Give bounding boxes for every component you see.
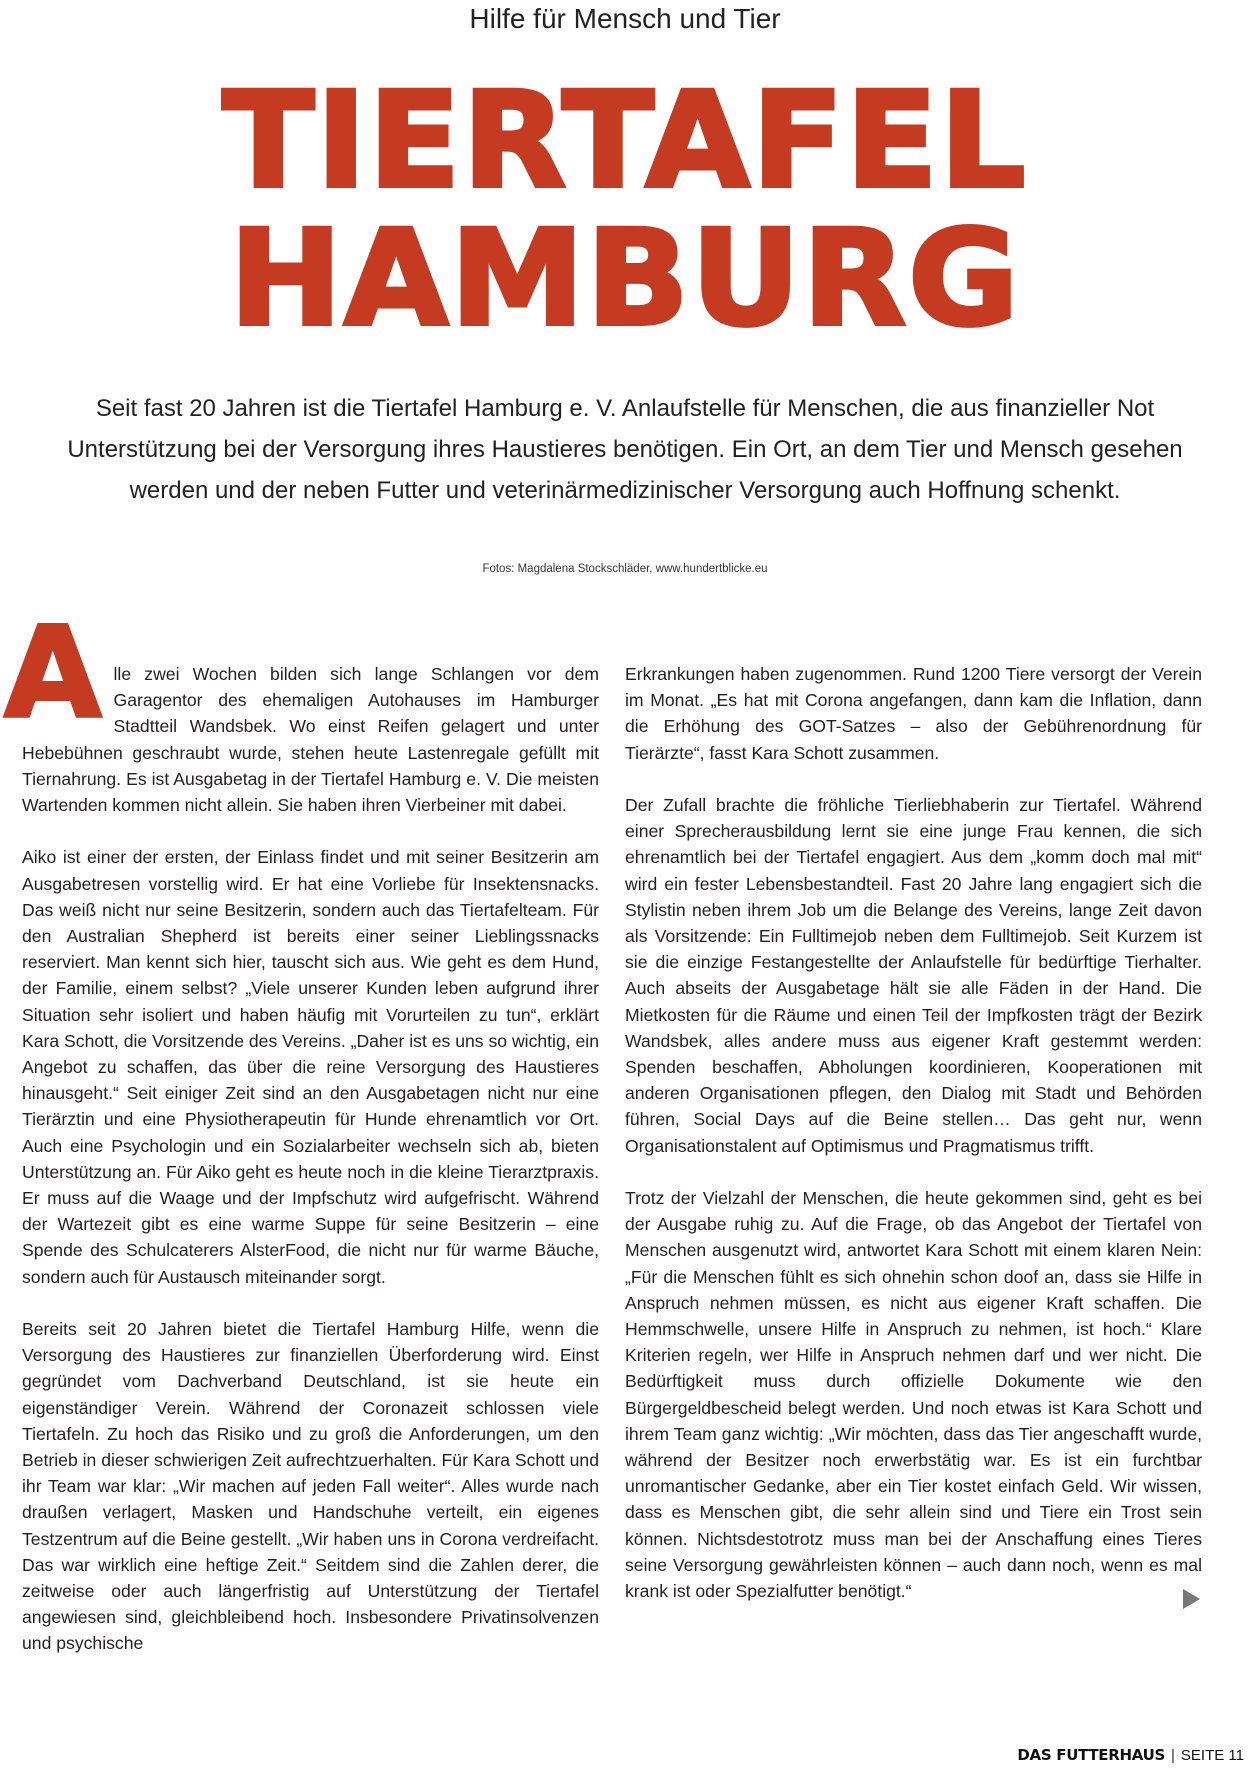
page-number: SEITE 11 bbox=[1180, 1747, 1244, 1764]
paragraph: Erkrankungen haben zugenommen. Rund 1200 Tiere versorgt der Verein im Monat. „Es hat mit Corona angefangen, dann kam die Inflation, dann die Erhöhung des GOT-Satzes – also der Gebührenordnung für Tierärzte“, fasst Kara Schott zusammen. bbox=[625, 664, 1202, 763]
footer-brand: DAS FUTTERHAUS bbox=[1017, 1746, 1165, 1764]
paragraph: Der Zufall brachte die fröhliche Tierliebhaberin zur Tiertafel. Während einer Sprecherausbildung lernt sie eine junge Frau kennen, die sich ehrenamtlich bei der Tiertafel engagiert. Aus dem „komm doch mal mit“ wird ein fester Lebensbestandteil. Fast 20 Jahre lang engagiert sich die Stylistin neben ihrem Job um die Belange des Vereins, lange Zeit davon als Vorsitzende: Ein Fulltimejob neben dem Fulltimejob. Seit Kurzem ist sie die einzige Festangestellte der Anlaufstelle für bedürftige Tierhalter. Auch abseits der Ausgabetage hält sie alle Fäden in der Hand. Die Mietkosten für die Räume und einen Teil der Impfkosten trägt der Bezirk Wandsbek, alles andere muss aus eigener Kraft gestemmt werden: Spenden beschaffen, Abholungen koordinieren, Kooperationen mit anderen Organisationen pflegen, den Dialog mit Stadt und Behörden führen, Social Days auf die Beine stellen… Das geht nur, wenn Organisationstalent auf Optimismus und Pragmatismus trifft. bbox=[625, 795, 1202, 1156]
paragraph bbox=[4, 599, 599, 818]
kicker: Hilfe für Mensch und Tier bbox=[469, 3, 781, 34]
title-line-1: TIERTAFEL bbox=[222, 64, 1028, 218]
article-column-right bbox=[625, 661, 1202, 1630]
title-line-2: HAMBURG bbox=[229, 202, 1021, 356]
paragraph-text: lle zwei Wochen bilden sich lange Schlangen vor dem Garagentor des ehemaligen Autohauses im Hamburger Stadtteil Wandsbek. Wo einst Reifen gelagert und unter Hebebühnen geschraubt wurde, stehen heute Lastenregale gefüllt mit Tiernahrung. Es ist Ausgabetag in der Tiertafel Hamburg e. V. Die meisten Wartenden kommen nicht allein. Sie haben ihren Vierbeiner mit dabei. bbox=[22, 664, 599, 816]
paragraph: Bereits seit 20 Jahren bietet die Tiertafel Hamburg Hilfe, wenn die Versorgung des Haustieres zur finanziellen Überforderung wird. Einst gegründet vom Dachverband Deutschland, ist sie heute ein eigenständiger Verein. Während der Coronazeit schlossen viele Tiertafeln. Zu hoch das Risiko und zu groß die Anforderungen, um den Betrieb in dieser schwierigen Zeit aufrechtzuerhalten. Für Kara Schott und ihr Team war klar: „Wir machen auf jeden Fall weiter“. Alles wurde nach draußen verlagert, Masken und Handschuhe verteilt, ein eigenes Testzentrum auf die Beine gestellt. „Wir haben uns in Corona verdreifacht. Das war wirklich eine heftige Zeit.“ Seitdem sind die Zahlen derer, die zeitweise oder auch längerfristig auf Unterstützung der Tiertafel angewiesen sind, gleichbleibend hoch. Insbesondere Privatinsolvenzen und psychische bbox=[22, 1319, 599, 1654]
paragraph: Aiko ist einer der ersten, der Einlass findet und mit seiner Besitzerin am Ausgabetresen vorstellig wird. Er hat eine Vorliebe für Insektensnacks. Das weiß nicht nur seine Besitzerin, sondern auch das Tiertafelteam. Für den Australian Shepherd ist bereits einer seiner Lieblingssnacks reserviert. Man kennt sich hier, tauscht sich aus. Wie geht es dem Hund, der Familie, einem selbst? „Viele unserer Kunden leben aufgrund ihrer Situation sehr isoliert und haben häufig mit Vorurteilen zu tun“, erklärt Kara Schott, die Vorsitzende des Vereins. „Daher ist es uns so wichtig, ein Angebot zu schaffen, das über die reine Versorgung des Haustieres hinausgeht.“ Seit einiger Zeit sind an den Ausgabetagen nicht nur eine Tierärztin und eine Physiotherapeutin für Hunde ehrenamtlich vor Ort. Auch eine Psychologin und ein Sozialarbeiter wechseln sich ab, bieten Unterstützung an. Für Aiko geht es heute noch in die kleine Tierarztpraxis. Er muss auf die Waage und der Impfschutz wird aufgefrischt. Während der Wartezeit gibt es eine warme Suppe für seine Besitzerin – eine Spende des Schulcaterers AlsterFood, die nicht nur für warme Bäuche, sondern auch für Austausch miteinander sorgt. bbox=[22, 847, 599, 1287]
intro-lead: Seit fast 20 Jahren ist die Tiertafel Hamburg e. V. Anlaufstelle für Menschen, die aus finanzieller Not Unterstützung bei der Versorgung ihres Haustieres benötigen. Ein Ort, an dem Tier und Mensch gesehen werden und der neben Futter und veterinärmedizinischer Versorgung auch Hoffnung schenkt. bbox=[67, 395, 1183, 504]
page-title bbox=[0, 64, 1250, 356]
photo-credit: Fotos: Magdalena Stockschläder, www.hundertblicke.eu bbox=[482, 563, 768, 575]
article-column-left bbox=[4, 599, 599, 1683]
paragraph: Trotz der Vielzahl der Menschen, die heute gekommen sind, geht es bei der Ausgabe ruhig zu. Auf die Frage, ob das Angebot der Tiertafel von Menschen ausgenutzt wird, antwortet Kara Schott mit einem klaren Nein: „Für die Menschen fühlt es sich ohnehin schon doof an, dass sie Hilfe in Anspruch nehmen müssen, es nicht aus eigener Kraft schaffen. Die Hemmschwelle, unsere Hilfe in Anspruch zu nehmen, ist hoch.“ Klare Kriterien regeln, wer Hilfe in Anspruch nehmen darf und wer nicht. Die Bedürftigkeit muss durch offizielle Dokumente wie den Bürgergeldbescheid belegt werden. Und noch etwas ist Kara Schott und ihrem Team ganz wichtig: „Wir möchten, dass das Tier angeschafft wurde, während der Besitzer noch erwerbstätig war. Es ist ein furchtbar unromantischer Gedanke, aber ein Tier kostet einfach Geld. Wir wissen, dass es Menschen gibt, die sehr allein sind und Tiere ein Trost sein können. Nichtsdestotrotz muss man bei der Anschaffung eines Tieres seine Versorgung gewährleisten können – auch dann noch, wenn es mal krank ist oder Spezialfutter benötigt.“ bbox=[625, 1188, 1202, 1602]
footer-separator: | bbox=[1171, 1747, 1175, 1764]
continue-arrow-icon bbox=[1183, 1589, 1200, 1609]
drop-cap: A bbox=[4, 599, 102, 746]
page-footer bbox=[1017, 1746, 1244, 1764]
